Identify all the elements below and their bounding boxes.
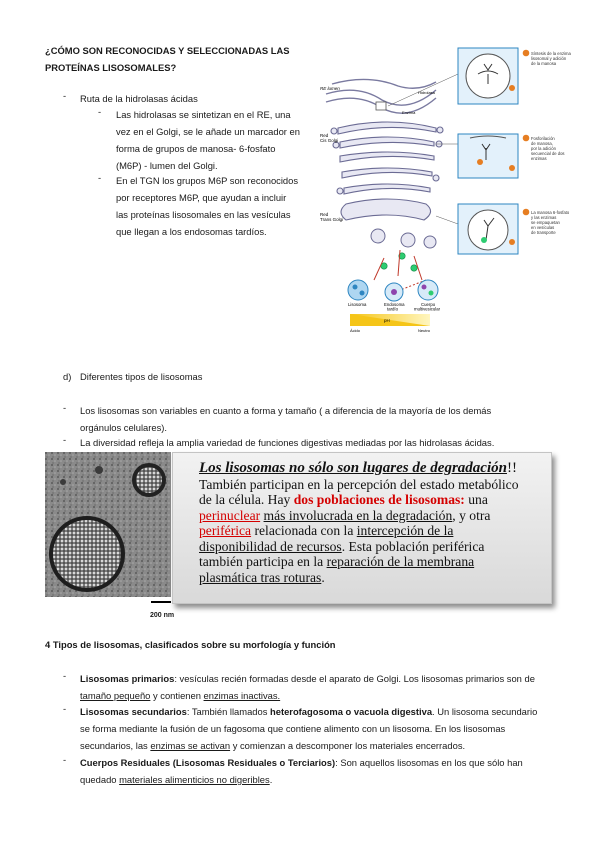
- text: : También llamados: [186, 706, 271, 717]
- svg-text:Fosforilaciónde manosa,por la: Fosforilación de manosa, por la adición secuencial de dos enzimas: [531, 136, 565, 161]
- quote-line: [199, 570, 545, 586]
- quote-text: . Esta población periférica: [341, 538, 485, 554]
- quote-text: , y otra: [452, 507, 491, 523]
- route-label: Ruta de la hidrolasas ácidas: [80, 93, 198, 104]
- text-line: En el TGN los grupos M6P son reconocidos: [116, 175, 299, 186]
- enzyme-label: Enzima: [402, 110, 416, 115]
- text: . Un lisosoma secundario: [432, 706, 538, 717]
- bullet-dash: -: [63, 90, 67, 101]
- cis-golgi-label: Red Cis Golgi: [320, 133, 339, 143]
- text-line: forma de grupos de manosa- 6-fosfato: [116, 143, 276, 154]
- side-text-3: [523, 209, 570, 235]
- quote-text: también participa en la: [199, 554, 324, 569]
- lysosome-micrograph: [45, 452, 171, 610]
- bullet-dash: -: [98, 106, 102, 117]
- quote-highlight: periférica: [199, 523, 252, 538]
- quote-underlined: disponibilidad de recursos: [199, 538, 342, 554]
- text-line: vez en el Golgi, se le añade un marcador en: [116, 126, 300, 137]
- lysosome-shape: [348, 280, 368, 300]
- acid-label: Ácido: [350, 328, 361, 333]
- quote-text: relacionada con la: [254, 523, 354, 538]
- quote-underlined: plasmática tras roturas: [199, 569, 322, 585]
- text: : vesículas recién formadas desde el aparato de Golgi. Los lisosomas primarios son de: [174, 673, 535, 684]
- section-d-bullet1: [80, 402, 560, 436]
- neutral-label: Neutro: [418, 328, 431, 333]
- side-text-1: [523, 50, 572, 66]
- bullet-dash: -: [63, 703, 67, 714]
- trans-golgi-label: Red Trans Golgi: [320, 212, 344, 222]
- zoom-panel-3: [458, 204, 518, 254]
- svg-text:Síntesis de la enzimalisosomal: Síntesis de la enzima lisosomal y adición de la manosa: [531, 51, 571, 66]
- text: : Son aquellos lisosomas en los que sólo han: [335, 757, 523, 768]
- golgi-pathway-diagram: [318, 44, 571, 333]
- text-line: se forma mediante la fusión de un fagosoma que contiene alimento con un lisosoma. En los lisosomas: [80, 723, 506, 734]
- section-d-bullet2: La diversidad refleja la amplia variedad de funciones digestivas mediadas por las hidrolasas ácidas.: [80, 437, 495, 448]
- quote-line: [199, 508, 545, 524]
- bullet-dash: -: [63, 402, 67, 413]
- quote-text: de la célula. Hay: [199, 492, 291, 507]
- cis-golgi: [331, 122, 443, 162]
- list-item-residual: [80, 754, 560, 788]
- transport-vesicles: [371, 229, 436, 248]
- quote-underlined: reparación de la membrana: [326, 554, 475, 569]
- side-text-2: [523, 135, 565, 161]
- multivesicular-body-label: Cuerpo multivesicular: [414, 302, 441, 312]
- text: y comienzan a descomponer los materiales encerrados.: [230, 740, 466, 751]
- bullet-dash: -: [63, 434, 67, 445]
- bullet-tgn: [116, 172, 316, 240]
- text-line: Los lisosomas son variables en cuanto a forma y tamaño ( a diferencia de la mayoría de los demás: [80, 405, 492, 416]
- section-title: [45, 42, 289, 76]
- text-line: por receptores M6P, que ayudan a incluir: [116, 192, 287, 203]
- section-d-title: Diferentes tipos de lisosomas: [80, 371, 203, 382]
- multivesicular-body-shape: [418, 280, 438, 300]
- zoom-panel-2: [458, 134, 518, 178]
- scale-bar-label: 200 nm: [150, 612, 175, 619]
- term: heterofagosoma o vacuola digestiva: [270, 706, 433, 717]
- zoom-panel-1: [458, 48, 518, 104]
- underlined-text: materiales alimenticios no digeribles: [119, 774, 270, 785]
- quote-title: Los lisosomas no sólo son lugares de degradación: [199, 460, 507, 476]
- quote-underlined: más involucrada en la degradación: [263, 507, 453, 523]
- bullet-synthesis: [116, 106, 316, 174]
- term: Cuerpos Residuales (Lisosomas Residuales o Terciarios): [80, 757, 336, 768]
- text: .: [269, 774, 273, 785]
- term: Lisosomas primarios: [80, 673, 175, 684]
- text: y contienen: [150, 690, 204, 701]
- quote-highlight: dos poblaciones de lisosomas:: [293, 492, 465, 507]
- quote-title-suffix: !!: [506, 460, 517, 476]
- term: Lisosomas secundarios: [80, 706, 187, 717]
- lysosome-row: [348, 280, 438, 301]
- section-title-line1: ¿CÓMO SON RECONOCIDAS Y SELECCIONADAS LAS: [45, 45, 290, 56]
- quote-line: [199, 554, 545, 570]
- text-line: orgánulos celulares).: [80, 422, 168, 433]
- bullet-dash: -: [98, 172, 102, 183]
- quote-line: [199, 477, 545, 493]
- text-line: Las hidrolasas se sintetizan en el RE, una: [116, 109, 291, 120]
- quote-box: [172, 452, 552, 604]
- list-item-secondary: [80, 703, 560, 754]
- underlined-text: enzimas se activan: [150, 740, 231, 751]
- er-lumen-label: RE lumen: [320, 86, 340, 91]
- text-line: (M6P) - lumen del Golgi.: [116, 160, 218, 171]
- text-line: las proteínas lisosomales en las vesículas: [116, 209, 291, 220]
- trans-golgi: [337, 168, 439, 220]
- quote-line: [199, 523, 545, 539]
- quote-text: una: [468, 492, 488, 507]
- list-item-primary: [80, 670, 560, 704]
- quote-text: También participan en la percepción del estado metabólico: [199, 476, 519, 492]
- quote-title-line: [199, 460, 545, 477]
- quote-text: .: [321, 569, 325, 585]
- svg-text:La manosa 6-fosfatoy las enzim: La manosa 6-fosfato y las enzimas se empaquetan en vesículas de transporte: [531, 210, 570, 235]
- text: quedado: [80, 774, 120, 785]
- lysosome-label: Lisosoma: [348, 302, 367, 307]
- section4-title: 4 Tipos de lisosomas, clasificados sobre su morfología y función: [45, 639, 336, 650]
- ph-label: pH: [384, 318, 390, 323]
- underlined-text: enzimas inactivas.: [203, 690, 281, 701]
- quote-line: [199, 492, 545, 508]
- quote-highlight: perinuclear: [199, 507, 261, 523]
- section-title-line2: PROTEÍNAS LISOSOMALES?: [45, 62, 177, 73]
- late-endosome-label: Endosoma tardío: [384, 302, 405, 312]
- bullet-dash: -: [63, 754, 67, 765]
- text-line: que llegan a los endosomas tardíos.: [116, 226, 267, 237]
- text: secundarios, las: [80, 740, 151, 751]
- quote-line: [199, 539, 545, 555]
- section-d-label: d): [63, 371, 72, 382]
- hydrolase-label: Hidrolasa: [418, 90, 435, 95]
- bullet-dash: -: [63, 670, 67, 681]
- underlined-text: tamaño pequeño: [80, 690, 151, 701]
- quote-underlined: intercepción de la: [356, 523, 454, 538]
